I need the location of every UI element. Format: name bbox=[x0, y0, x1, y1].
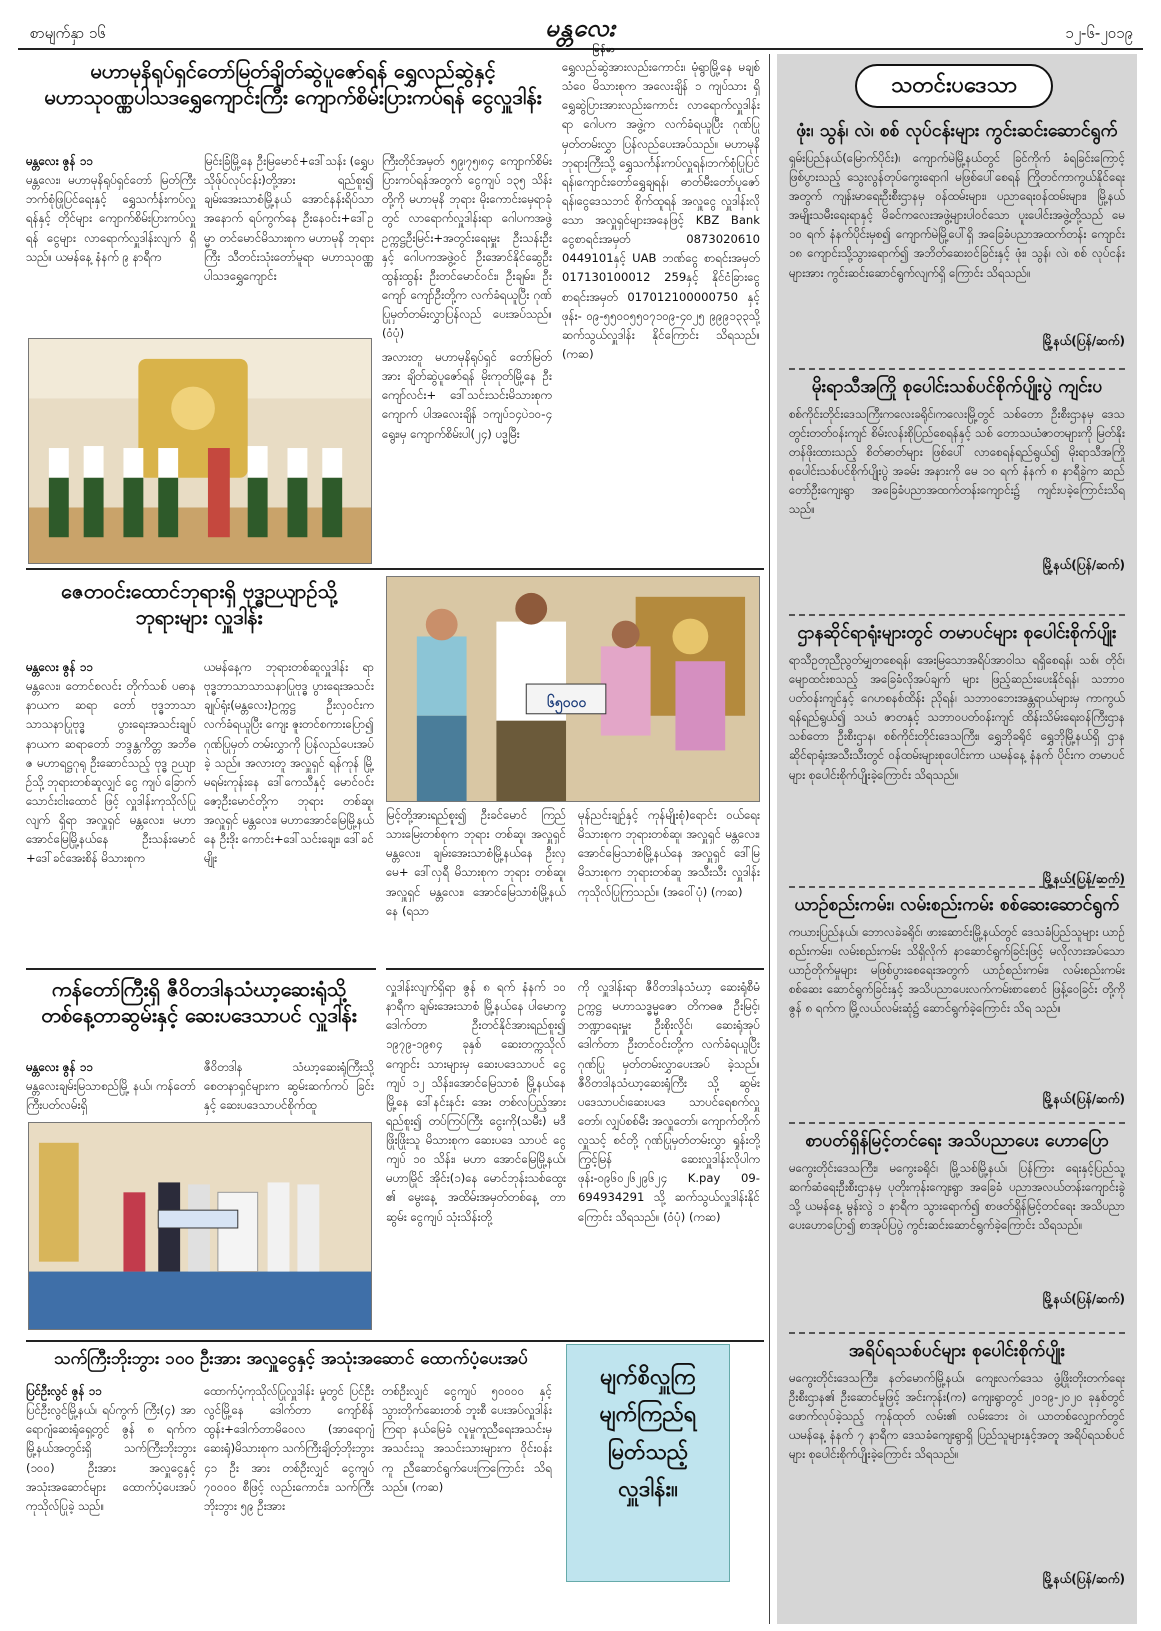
story-mahamuni-donation bbox=[26, 58, 560, 110]
story-headline bbox=[26, 976, 372, 1028]
story-body-column bbox=[204, 152, 374, 317]
brief-headline: မိုးရာသီအကြို စုပေါင်းသစ်ပင်စိုက်ပျိုးပွဲ ကျင်းပ bbox=[811, 377, 1103, 397]
story-text: ရွှေလည်ဆွဲအားလည်းကောင်း၊ မုံရွာမြို့နေ မချစ်သံဝေ မိသားစုက အလေးချိန် ၁ ကျပ်သား ရှိ ရွှေဆွဲပြားအားလည်းကောင်း လာရောက်လှူဒါန်းရာ ဂေါပက အဖွဲ့က လက်ခံရယူပြီး ဂုဏ်ပြုမှတ်တမ်းလွှာ ပြန်လည်ပေးအပ်သည်။ မဟာမုနိဘုရားကြီးသို့ ရွှေသင်္ကန်းကပ်လှူရန်၊ဘက်စုံပြုပြင်ရန်၊ကျောင်းတော်ရွှေချရန်၊ ဓာတ်မီးတော်ပူဇော်ရန်၊ငွေဒေသဘင် စိုက်ထူရန် အလှူငွေ လှူဒါန်းလိုသော အလှူရှင်များအနေဖြင့် KBZ Bank ငွေစာရင်းအမှတ် 0873020610 0449101နှင့် UAB ဘဏ်ငွေ စာရင်းအမှတ် 017130100012 259နှင့် နိုင်ငံခြားငွေစာရင်းအမှတ် 017012100000750 နှင့်ဖုန်း- ၀၉-၅၅၀၀၅၅၀၇၁၀၉-၄၀၂၅ ၉၉၉၁၃၃သို့ ဆက်သွယ်လှူဒါန်း နိုင်ကြောင်း သိရသည်။ (ကဆ) bbox=[562, 60, 760, 361]
story-text: ကို လှူဒါန်းရာ ဇီဝိတဒါနသံဃာ့ ဆေးရုံစီမံ ဥက္ကဋ္ဌ မဟာသဒ္ဓမ္မဇော တိကဓဇ ဦးမြင့်၊ဘဏ္ဍာရေးမှူး ဦးစိုးလှိုင်၊ ဆေးရုံအုပ်ဒေါက်တာ ဦးတင်ဝင်းတို့က လက်ခံရယူပြီး ဂုဏ်ပြု မှတ်တမ်းလွှာပေးအပ် ခဲ့သည်။ ဇီဝိတဒါနသံဃာ့ဆေးရုံကြီး သို့ ဆွမ်းပဒေသာပင်၊ဆေးပဒေ သာပင်ရေစက်လှူတော်၊ လျှပ်စစ်မီး အလှူတော်၊ ကျောက်တိုက်လှူသင့် စင်တို့ ဂုဏ်ပြုမှတ်တမ်းလွှာ ရှုန်းတို့ ကြွင့်မြန် ဆေးလှူဒါန်းလိုပါက ဖုန်း-၀၉၆၀၂၆၂၉၆၂၄ K.pay 09-694934291 သို့ ဆက်သွယ်လှူဒါန်းနိုင်ကြောင်း သိရသည်။ (ဝံပုံ) (ကဆ) bbox=[578, 980, 760, 1224]
headline-line: မဟာမုနိရုပ်ရှင်တော်မြတ်ချိတ်ဆွဲပူဇော်ရန် ရွှေလည်ဆွဲနှင့် bbox=[90, 59, 496, 83]
photo-image bbox=[387, 577, 759, 801]
issue-date: ၁၂-၆-၂၀၁၉ bbox=[1065, 24, 1133, 42]
story-text: ပြင်ဦးလွင်မြို့နယ်၊ ရပ်ကွက် ကြီး(၄) အာရောဂျံဆေးရုံရှေ့တွင် ဇွန် ၈ ရက်က မြို့နယ်အတွင်းရှိ သက်ကြီးဘိုးဘွား (၁၀၀) ဦးအား အလှူငွေနှင့် အသုံးအဆောင်များ ထောက်ပံ့ပေးအပ် ကုသိုလ်ပြုခဲ့ သည်။ bbox=[26, 1403, 196, 1513]
photo-shrine-donation bbox=[28, 338, 372, 564]
dateline: မန္တလေး ဇွန် ၁၁ bbox=[26, 154, 93, 168]
page-number: စာမျက်နှာ ၁၆ bbox=[30, 24, 106, 42]
story-text: မြင်းခြံမြို့နေ ဦးမြမောင်+ဒေါ်သန်း (ရွှေပသိုဖ်ုပ်လုပ်ငန်း)တို့အား ရည်စူး၍ ချမ်းအေးသာစံမြို့နယ် အောင်နန်းရိပ်သာအနောက် ရပ်ကွက်နေ ဦးနေဝင်း+ဒေါ်ဥမ္မာ တင်မောင်မိသားစုက မဟာမုနိ ဘုရားကြီး သီတင်းသုံးတော်မူရာ မဟာသုဝဏ္ဏပါသဒရွှေကျောင်း bbox=[204, 154, 374, 283]
story-text: မန္တလေးချမ်းမြသာစည်မြို့ နယ်၊ ကန်တော်ကြီးပတ်လမ်းရှိ bbox=[26, 1079, 196, 1113]
story-body-column bbox=[382, 1382, 552, 1612]
story-body-column bbox=[382, 348, 552, 552]
story-body-column bbox=[26, 152, 196, 317]
banner-line: မျက်စိလှူကြ bbox=[600, 1365, 696, 1390]
brief-byline: မြို့နယ်(ပြန်/ဆက်) bbox=[1042, 871, 1125, 886]
brief-byline: မြို့နယ်(ပြန်/ဆက်) bbox=[1042, 557, 1125, 572]
story-body-column bbox=[204, 1058, 374, 1118]
banner-line: လှူဒါန်း။ bbox=[618, 1477, 678, 1503]
story-body-column bbox=[26, 658, 196, 958]
brief-item bbox=[789, 1340, 1125, 1610]
masthead bbox=[18, 10, 1143, 55]
story-elderly-support bbox=[26, 1348, 556, 1370]
story-body-column bbox=[204, 658, 374, 958]
story-text: ဇီဝိတဒါန သံဃာ့ဆေးရုံကြီးသို့ စေတနာရှင်များက ဆွမ်းဆက်ကပ် ခြင်းနှင့် ဆေးပဒေသာပင်စိုက်ထူ bbox=[204, 1060, 374, 1113]
photo-image bbox=[29, 339, 371, 563]
story-headline bbox=[26, 578, 372, 630]
brief-separator bbox=[789, 886, 1125, 888]
brief-text: မကွေးတိုင်းဒေသကြီး၊ မကွေးခရိုင်၊ မြို့သစ်မြို့နယ်၊ ပြန်ကြား ရေးနှင့်ပြည်သူ့ဆက်ဆံရေးဦးစီးဌာနမှ ပုတိုးကုန်းကျေးရွာ အခြေခံ ပညာအလယ်တန်းကျောင်းခွဲသို့ ယမန်နေ့ မွန်းလွဲ ၁ နာရီက သွားရောက်၍ စာဖတ်ရှိန်မြင့်တင်ရေး အသိပညာပေးဟောပြော၍ စာအုပ်ပြပွဲ ကွင်းဆင်းဆောင်ရွက်ခဲ့ကြောင်း သိရသည်။ bbox=[789, 1160, 1125, 1233]
story-body-column bbox=[578, 806, 760, 966]
headline-line: ကန်တော်ကြီးရှိ ဇီဝိတဒါနသံဃာ့ဆေးရုံသို့ bbox=[51, 977, 347, 1001]
dateline: မန္တလေး ဇွန် ၁၁ bbox=[26, 660, 93, 674]
logo-text: မန္တလေး bbox=[545, 13, 616, 42]
story-body-column bbox=[382, 152, 552, 347]
brief-separator bbox=[789, 1122, 1125, 1124]
photo-placard-text: ၆၅၀၀၀ bbox=[547, 695, 587, 711]
dateline: မန္တလေး ဇွန် ၁၁ bbox=[26, 1060, 93, 1074]
brief-item bbox=[789, 376, 1125, 586]
headline-line: တစ်နေ့တာဆွမ်းနှင့် ဆေးပဒေသာပင် လှူဒါန်း bbox=[41, 1003, 357, 1027]
story-buddha-garden bbox=[26, 578, 372, 630]
newspaper-logo bbox=[545, 12, 616, 57]
story-body-column bbox=[386, 806, 566, 966]
brief-text: ရှမ်းပြည်နယ်(မြောက်ပိုင်း)၊ ကျောက်မဲမြို့နယ်တွင် ခြင်ကိုက် ခံရခြင်းကြောင့် ဖြစ်ပွားသည့် သွေးလွန်တုပ်ကွေးရောဂါ မဖြစ်ပေါ်စေရန် ကြိုတင်ကာကွယ်နိုင်ရေးအတွက် ကျန်းမာရေးဦးစီးဌာနမှ ဝန်ထမ်းများ၊ ပညာရေးဝန်ထမ်းများ၊ မြို့နယ်အမျိုးသမီးရေးရာနှင့် မိခင်ကလေးအဖွဲ့များပါဝင်သော ပူးပေါင်းအဖွဲ့တို့သည် မေ ၁၀ ရက် နံနက်ပိုင်းမှစ၍ ကျောက်မဲမြို့ပေါ်ရှိ အခြေခံပညာအထက်တန်း ကျောင်း ၁၈ ကျောင်းသို့သွားရောက်၍ အဘိတ်ဆေးဝင်ခြင်းနှင့် ဖုံး၊ သွန်၊ လဲ၊ စစ် လုပ်ငန်းများအား ကွင်းဆင်းဆောင်ရွက်လျက်ရှိ ကြောင်း သိရသည်။ bbox=[789, 150, 1125, 280]
brief-byline: မြို့နယ်(ပြန်/ဆက်) bbox=[1042, 1571, 1125, 1586]
brief-item bbox=[789, 1130, 1125, 1330]
brief-headline: စာပတ်ရှိန်မြင့်တင်ရေး အသိပညာပေး ဟောပြော bbox=[805, 1131, 1109, 1151]
story-body-column bbox=[562, 58, 760, 558]
story-text: မန္တလေး၊ တောင်စလင်း တိုက်သစ် ပဓာနနာယက ဆရာ တော် ဗုဒ္ဓဘာသာ သာသနာပြုဗုဒ္ဓ ပွားရေးအသင်းချုပ် နာယက ဆရာတော် ဘဒ္ဒန္တကိတ္တ အဘိဓဇ မဟာရဋ္ဌဂုရု ဦးဆောင်သည့် ဗုဒ္ဓ ဉယျာဉ်သို့ ဘုရားတစ်ဆူလျှင် ငွေ ကျပ် ခြောက်သောင်းငါးထောင် ဖြင့် လှူဒါန်းကုသိုလ်ပြုလျက် ရှိရာ အလှူရှင် မန္တလေး၊ မဟာ အောင်မြေမြို့နယ်နေ ဦးသန်းမောင် +ဒေါ်ခင်အေးစိန် မိသားစုက bbox=[26, 679, 196, 866]
photo-image bbox=[29, 1123, 371, 1329]
story-separator bbox=[386, 968, 764, 970]
brief-text: ကယားပြည်နယ်၊ ဘောလခဲခရိုင်၊ ဖားဆောင်းမြို့နယ်တွင် ဒေသခံပြည်သူများ ယာဉ်စည်းကမ်း၊ လမ်းစည်းကမ်း သိရှိလိုက် နာဆောင်ရွက်ခြင်းဖြင့် မလိုလားအပ်သော ယာဉ်တိုက်မှုများ မဖြစ်ပွားစေရေးအတွက် ယာဉ်စည်းကမ်း၊ လမ်းစည်းကမ်း စစ်ဆေး ဆောင်ရွက်ခြင်းနှင့် အသိပညာပေးလက်ကမ်းစာစောင် ဖြန့်ဝေခြင်း တို့ကို ဇွန် ၈ ရက်က မြို့လယ်လမ်းဆုံ၌ ဆောင်ရွက်ခဲ့ကြောင်း သိရ သည်။ bbox=[789, 924, 1125, 1016]
story-body-column bbox=[578, 978, 760, 1333]
brief-headline: အရိပ်ရသစ်ပင်များ စုပေါင်းစိုက်ပျိုး bbox=[848, 1341, 1066, 1361]
story-text: မြင့်တို့အားရည်စူး၍ ဦးခင်မောင် ကြည် သားမြေးတစ်စုက ဘုရား တစ်ဆူ၊ အလှူရှင် မန္တလေး၊ ချမ်းအေးသာစံမြို့နယ်နေ ဦးလှမေ+ ဒေါ်လှရီ မိသားစုက ဘုရား တစ်ဆူ၊ အလှူရှင် မန္တလေး၊ အောင်မြေသာစံမြို့နယ်နေ (ရသာ bbox=[386, 808, 566, 918]
story-text: တစ်ဦးလျှင် ငွေကျပ် ၅၀၀၀၀ နှင့် သွားတိုက်ဆေးတစ် ဘူးစီ ပေးအပ်လှူဒါန်းကြရာ နယ်မြေခံ လူမှုကူညီရေးအသင်းမှ အသင်းသူ အသင်းသားများက ဝိုင်းဝန်းကူ ညီဆောင်ရွက်ပေးကြကြောင်း သိရသည်။ (ကဆ) bbox=[382, 1384, 552, 1494]
brief-separator bbox=[789, 1332, 1125, 1334]
brief-separator bbox=[789, 368, 1125, 370]
brief-headline: ဖုံး၊ သွန်၊ လဲ၊ စစ် လုပ်ငန်းများ ကွင်းဆင်းဆောင်ရွက် bbox=[796, 121, 1118, 141]
banner-line: မြတ်သည့် bbox=[607, 1439, 689, 1465]
headline-line: ဇေတဝင်းထောင်ဘုရားရှိ ဗုဒ္ဓဉယျာဉ်သို့ bbox=[61, 579, 337, 603]
dateline: ပြင်ဦးလွင် ဇွန် ၁၁ bbox=[26, 1384, 102, 1398]
eye-donation-banner bbox=[566, 1344, 730, 1582]
brief-byline: မြို့နယ်(ပြန်/ဆက်) bbox=[1042, 333, 1125, 348]
sidebar-title: သတင်းပဒေသာ bbox=[855, 64, 1053, 108]
photo-hospital-donation bbox=[28, 1122, 372, 1330]
story-text: ကြီးတိုင်အမှတ် ၅၉၊၇၅၊၈၄ ကျောက်စိမ်းပြားကပ်ရန်အတွက် ငွေကျပ် ၁၃၅ သိန်းတို့ကို မဟာမုနိ ဘုရား မိုးကောင်းမှေရာခုံတွင် လာရောက်လှူဒါန်းရာ ဂေါပကအဖွဲ့ ဥက္ကဋ္ဌဦးမြင်း+အတွင်းရေးမှူး ဦးသန်းဦးနှင့် ဂေါပကအဖွဲ့ဝင် ဦးအောင်နိုင်ဆွေဦးထွန်းထွန်း ဦးတင်မောင်ဝင်း၊ ဦးချမ်း၊ ဦးကျော် ကျော်ဦးတို့က လက်ခံရယူပြီး ဂုဏ်ပြုမှတ်တမ်းလွှာပြန်လည် ပေးအပ်သည်။ (ဝံပုံ) bbox=[382, 154, 552, 341]
logo-subtext: မြန်မာ bbox=[592, 45, 616, 55]
photo-buddha-donation bbox=[386, 576, 760, 802]
news-brief-sidebar bbox=[777, 54, 1137, 1624]
story-body-column bbox=[26, 1058, 196, 1118]
story-body-column bbox=[204, 1382, 374, 1612]
brief-byline: မြို့နယ်(ပြန်/ဆက်) bbox=[1042, 1091, 1125, 1106]
brief-item bbox=[789, 894, 1125, 1106]
brief-item bbox=[789, 120, 1125, 365]
story-separator bbox=[26, 1340, 764, 1342]
banner-line: မျက်ကြည်ရ bbox=[599, 1402, 697, 1428]
brief-text: စစ်ကိုင်းတိုင်းဒေသကြီးကလေးခရိုင်၊ကလေးမြို့တွင် သစ်တော ဦးစီးဌာနမှ ဒေသတွင်းတတ်ဝန်းကျင် စိမ်းလန်းစိုပြည်စေရန်နှင့် သစ် တောသယံဇာတများကို မြတ်နိုးတန်ဖိုးထားသည့် စိတ်ဓာတ်များ ဖြစ်ပေါ် လာစေရန်ရည်ရွယ်၍ မိုးရာသီအကြို စုပေါင်းသစ်ပင်စိုက်ပျိုးပွဲ အခမ်း အနားကို မေ ၁၀ ရက် နံနက် ၈ နာရီခွဲက ဆည်တော်ဦးကျေးရွာ အခြေခံပညာအထက်တန်းကျောင်း၌ ကျင်းပခဲ့ကြောင်းသိရ သည်။ bbox=[789, 406, 1125, 517]
headline-line: ဘုရားများ လှူဒါန်း bbox=[135, 605, 263, 629]
story-text: ထောက်ပံ့ကုသိုလ်ပြုလှူဒါန်း မှုတွင် ပြင်ဦးလွင်မြို့နေ ဒေါက်တာ ကျော်စိန်ထွန်း+ဒေါက်တာမိဝေလ (အာရောဂျံဆေးရုံ)မိသားစုက သက်ကြီးချိတ့်ဘိုးဘွား ၄၁ ဦး အား တစ်ဦးလျှင် ငွေကျပ် ၇၀၀၀၀ စီဖြင့် လည်းကောင်း၊ သက်ကြီးဘိုးဘွား ၅၉ ဦးအား bbox=[204, 1384, 374, 1513]
story-separator bbox=[26, 968, 376, 970]
story-monastic-hospital bbox=[26, 976, 372, 1028]
story-text: မန္တလေး၊ မဟာမုနိရုပ်ရှင်တော် မြတ်ကြီး ဘက်စုံဖြုပြင်ရေးနှင့် ရွှေသင်္ကန်းကပ်လှူရန်နှင့် တိုင်များ ကျောက်စိမ်းပြားကပ်လှူရန် ငွေများ လာရောက်လှူဒါန်းလျက် ရှိသည်။ ယမန်နေ့ နံနက် ၉ နာရီက bbox=[26, 173, 196, 264]
story-text: ယမန်နေ့က ဘုရားတစ်ဆူလှူဒါန်း ရာ ဗုဒ္ဓဘာသာသာသနာပြုဗုဒ္ဓ ပွားရေးအသင်းချုပ်ရုံး(မန္တလေး)ဥက္ကဋ္ဌ ဦးလှဝင်းက လက်ခံရယူပြီး ကျေး ဇူးတင်စကားပြော၍ ဂုဏ်ပြုမှတ် တမ်းလွှာကို ပြန်လည်ပေးအပ်ခဲ့ သည်။ အလားတူ အလှူရှင် ရန်ကုန် မြို့ မရမ်းကုန်းနေ ဒေါ်ကေသီနှင့် မောင်ဝင်းဇော့ဦးမောင်တို့က ဘုရား တစ်ဆူ၊ အလှူရှင် မန္တလေး၊ မဟာအောင်မြေမြို့နယ်နေ ဦးဒိုး ကောင်း+ဒေါ်သင်းချေး၊ ဒေါ်ခင်မျိုး bbox=[204, 660, 374, 866]
story-text: အလားတူ မဟာမုနိရုပ်ရှင် တော်မြတ်အား ချိတ်ဆွဲပူဇော်ရန် မိုးကုတ်မြို့နေ ဦးကျော်လင်း+ ဒေါ်သင်းသင်းမိသားစုက ကျောက် ပါအလေးချိန် ၁ကျပ်၁၄ပဲ၁၀-၄ ရွေး၊မှ ကျောက်စိမ်းပါ(၂၄) ပဒ္မမြီး bbox=[382, 350, 552, 441]
story-headline bbox=[26, 58, 560, 110]
brief-separator bbox=[789, 614, 1125, 616]
brief-byline: မြို့နယ်(ပြန်/ဆက်) bbox=[1042, 1291, 1125, 1306]
story-body-column bbox=[26, 1382, 196, 1612]
story-body-column bbox=[386, 978, 566, 1333]
column-divider bbox=[769, 54, 770, 1624]
story-text: မုန်ညင်းချဉ်နှင့် ကုန်မျိုးစုံ)ရောင်း ဝယ်ရေးမိသားစုက ဘုရားတစ်ဆူ၊ အလှူရှင် မန္တလေး၊ အောင်မြေသာစံမြို့နယ်နေ အလှူရှင် ဒေါ်မြ မိသားစုက ဘုရားတစ်ဆူ အသီးသီး လှူဒါန်းကုသိုလ်ပြုကြသည်။ (အဝေါ်ပုံ) (ကဆ) bbox=[578, 808, 760, 899]
story-separator bbox=[26, 568, 764, 570]
brief-headline: ယာဉ်စည်းကမ်း၊ လမ်းစည်းကမ်း စစ်ဆေးဆောင်ရွက် bbox=[794, 895, 1120, 915]
headline-line: မဟာသုဝဏ္ဏပါသဒရွှေကျောင်းကြီး ကျောက်စိမ်းပြားကပ်ရန် ငွေလှူဒါန်း bbox=[44, 85, 542, 109]
brief-text: မကွေးတိုင်းဒေသကြီး၊ နတ်မောက်မြို့နယ်၊ ကျေးလက်ဒေသ ဖွံ့ဖြိုးတိုးတက်ရေးဦးစီးဌာန၏ ဦးဆောင်မှုဖြင့် အင်းကုန်း(က) ကျေးရွာတွင် ၂၀၁၉-၂၀၂၀ ခုနှစ်တွင် ဖောက်လုပ်ခဲ့သည့် ကုန်ထုတ် လမ်း၏ လမ်းဘေး ဝဲ၊ ယာတစ်လျှောက်တွင် ယမန်နေ့ နံနက် ၇ နာရီက ဒေသခံကျေးရွာရှိ ပြည်သူများနှင့်အတူ အရိပ်ရသစ်ပင်များ စုပေါင်းစိုက်ပျိုးခဲ့ကြောင်း သိရသည်။ bbox=[789, 1370, 1125, 1462]
brief-item bbox=[789, 622, 1125, 886]
brief-headline: ဌာနဆိုင်ရာရုံးများတွင် တမာပင်များ စုပေါင်းစိုက်ပျိုး bbox=[797, 623, 1117, 643]
story-text: လှူဒါန်းလျက်ရှိရာ ဇွန် ၈ ရက် နံနက် ၁၀ နာရီက ချမ်းအေးသာစံ မြို့နယ်နေ ပါမောက္ခဒေါက်တာ ဦးတင်နိုင်အားရည်စူး၍ ၁၉၇၉-၁၉၈၄ ခုနှစ် ဆေးတက္ကသိုလ်ကျောင်း သားများမှ ဆေးပဒေသာပင် ငွေကျပ် ၁၂ သိန်း၊အောင်မြေသာစံ မြို့နယ်နေမြို့နေ ဒေါ်နင်းနင်း အေး တစ်လပြည့်အားရည်စူး၍ တပ်ကြပ်ကြီး ငွေးကို(သမီး) မဒီ ဖြိုးဖြိုးသူ မိသားစုက ဆေးပဒေ သာပင် ငွေကျပ် ၁၀ သိန်း၊ မဟာ အောင်မြေမြို့နယ်၊ မဟာမြိုင် အိုင်း(၁)နေ မောင်ဘုန်းသစ်ထွေး ၏ မွေးနေ့ အထိမ်းအမှတ်တစ်နေ့ တာ ဆွမ်း ငွေကျပ် သုံးသိန်းတို့ bbox=[386, 980, 566, 1224]
story-headline: သက်ကြီးဘိုးဘွား ၁၀၀ ဦးအား အလှူငွေနှင့် အသုံးအဆောင် ထောက်ပံ့ပေးအပ် bbox=[54, 1349, 528, 1369]
brief-text: ရာသီဥတုညီညွတ်မျှတစေရန်၊ အေးမြသောအရိပ်အာဝါသ ရရှိစေရန်၊ သစ်၊ တိုင်၊ မျောထင်းစသည့် အခြေခံလိုအပ်ချက် များ ဖြည့်ဆည်းပေးနိုင်ရန်၊ သဘာဝပတ်ဝန်းကျင်နှင့် ဂေဟစနစ်ထိန်း ညိုရန်၊ သဘာဝဘေးအန္တရာယ်များမှ ကာကွယ်ရန်ရည်ရွယ်၍ သယံ ဇာတနှင့် သဘာဝပတ်ဝန်းကျင် ထိန်းသိမ်းရေးဝန်ကြီးဌာန သစ်တော ဦးစီးဌာန၊ စစ်ကိုင်းတိုင်းဒေသကြီး၊ ရွှေဘိုခရိုင် ရွှေဘိုမြို့နယ်ရှိ ဌာန ဆိုင်ရာရုံးအသီးသီးတွင် ဝန်ထမ်းများစုပေါင်းကာ ယမန်နေ့ နံနက် ပိုင်းက တမာပင်များ စုပေါင်းစိုက်ပျိုးခဲ့ကြောင်း သိရသည်။ bbox=[789, 652, 1125, 782]
